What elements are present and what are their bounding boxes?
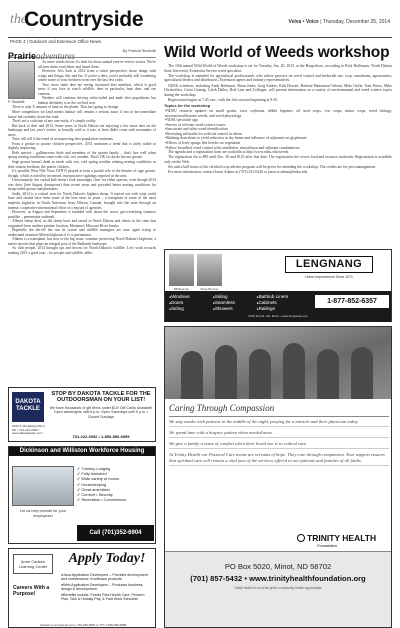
feature-item: ✓ Turnkey Lodging (77, 466, 155, 471)
masthead-date: Thursday, December 25, 2014 (322, 19, 390, 25)
article-paragraph: However, in August and September it tumbled with about the worst, gut-wrenching situation possible – pneumonia outbreak. (8, 210, 156, 219)
weeds-article-body (164, 64, 392, 176)
dakota-tackle-logo: DAKOTA TACKLE (12, 392, 44, 422)
article-paragraph: From a grouse or prairie chicken perspective, 2014 continues a trend that is fairly stable to slightly improving. (8, 141, 156, 151)
careers-contact: Contact us at www.acl.com • 701-252-3850 or TTY 1-800-366-6888 (39, 623, 127, 627)
job-item: ● Benefits include: Family Paid Health Care, Pension Plan, Sick & Holiday Pay, & Paid Work Schedule (61, 593, 153, 602)
trinity-paragraph: At Trinity Health our Pastoral Care teams are servants of hope. They care through compassion. Your support ensures that spiritual care will remain a vital part of the services offered to our patients and families of all faiths. (169, 452, 389, 466)
housing-call-number: Call (701)352-6904 (77, 525, 154, 541)
feature-item: ✓ Wide variety of rooms (77, 476, 155, 481)
feature-item: ✓ Comfort • Security (77, 492, 155, 497)
person-name: Bill Beaman (174, 287, 189, 291)
product-item: ● Cabinets (257, 300, 310, 306)
trinity-logo (297, 533, 389, 548)
chaplain-group-photo (165, 327, 391, 399)
housing-photo (12, 466, 74, 506)
product-item: ● Siding (169, 306, 213, 312)
columnist-photo (8, 61, 35, 99)
article-paragraph: For more information, contact Jason Adams at (701) 231-6226 or jason.w.adams@ndsu.edu. (168, 170, 309, 175)
person-photo (197, 254, 222, 286)
right-column (164, 44, 392, 590)
lengnang-tagline: Home Improvement Since 1971 (305, 275, 353, 279)
dakota-tackle-body: We have thousands of gift items under $10! Gift Cards Available! Open weeknights until 8 p.m. Open Saturdays until 5 p.m. • Closed Sundays (49, 406, 153, 419)
trinity-health-ad (164, 326, 392, 628)
trinity-paragraph: We give a family a sense of comfort when their loved one is in critical care. (169, 441, 389, 449)
lengnang-ad (164, 249, 392, 322)
article-paragraph: Weather will continue driving white-tailed and mule deer populations but habitat definitely is in the cat-bird seat. (38, 96, 156, 105)
column-title-adventures: adventures (36, 51, 76, 61)
dakota-tackle-ad (8, 387, 156, 442)
dakota-tackle-address: 1810 S. Broadway Minot, ND • 701-222-3092 • www.dakotatackle.com (12, 424, 46, 436)
lengnang-logo: LENGNANG (285, 256, 373, 273)
article-paragraph: The 10th annual Wild World of Weeds workshop is set for Tuesday, Jan. 20, 2015, at the Bergerboro, according to Rick Hoffmann, North Dakota State University Extension Service weed specialist. (164, 64, 392, 73)
product-item: ● Showers (213, 306, 257, 312)
topics-list (164, 109, 392, 150)
article-paragraph: Both species – gallinaceous birds and members of the grouse family – don't fare well when spring nesting conditions come with cold, wet weather. That's OK for ducks but not grouse. (8, 150, 156, 160)
workforce-housing-ad (8, 446, 156, 544)
trinity-paragraph: We spend time with a hospice patient when needed most. (169, 430, 389, 438)
article-paragraph: Unfortunately, the crystal ball doesn't look stunningly clear for either species, even though 2014 was drier (late August downpours) than recent years and provided better nesting conditions for sharp-tailed grouse and pheasants. (8, 178, 156, 192)
divider (169, 416, 389, 417)
masthead-title: Countryside (24, 8, 144, 31)
product-item: ● Windows (169, 294, 213, 300)
article-paragraph: There is only X amount of land on the planet. That isn't going to change. (12, 105, 120, 110)
trinity-body (169, 419, 389, 469)
dakota-tackle-headline: STOP BY DAKOTA TACKLE FOR THE OUTDOORSMAN ON YOUR LIST! (51, 391, 151, 404)
article-paragraph: Time will tell if the trend of an improving deer population continues. (12, 137, 114, 142)
feature-item: ✓ Recreation • Convenience (77, 497, 155, 502)
person-silhouette (215, 345, 237, 399)
page-label: PAGE 4 | Outdoors and Extension Office News (10, 39, 102, 44)
newspaper-page (8, 8, 392, 627)
article-paragraph: However, let's look at 2014 from a critter perspective, those things with wings and things, this and fur. If you're a deer, you're probably still wondering where some of your brethren went over the last few years. (38, 69, 156, 83)
article-paragraph: The agenda and a registration form are available at http://www.ndsu.edu/weeds. (168, 150, 290, 155)
trinity-paragraph: We stay awake with patients in the middle of the night, praying for a miracle and their physician today. (169, 419, 389, 427)
job-list (61, 573, 153, 603)
housing-features (77, 466, 155, 502)
careers-ad-logo: Anne Carlsen Learning Center (13, 554, 53, 574)
trinity-po-box: PO Box 5020, Minot, ND 58702 (224, 562, 332, 571)
topic-item: • Effects of leafy spurge flea beetles on vegetation (165, 141, 392, 146)
person-silhouette (351, 347, 373, 399)
article-paragraph: Alberta is a transplant, but now to the big issue, continue preserving North Dakota's bighorns, a native species that plays an integral part of the Badlands landscape. (8, 237, 156, 246)
article-paragraph: As with people, 2014 brought ups and downs for North Dakota's wildlife. Let's work towards making 2015 a good year – for people and wildlife, alike. (8, 246, 156, 255)
article-paragraph: True, more mule deer are seeing increased deer numbers, which is good news if you love to watch wildlife, deer in particular, hunt deer, and see venison. (38, 82, 156, 96)
job-item: ● Web Application Developers – Produces business, design & development (61, 583, 153, 592)
topic-item: • NDSU pesticide app (165, 118, 392, 123)
article-paragraph: Registration begins at 7:45 a.m., with the first session beginning at 8:30. (168, 97, 278, 102)
article-paragraph: Alberta sheep died, as did sheep born and raised in North Dakota and others in the state that originated from another pristine location, Montana's Missouri River breaks. (8, 219, 156, 228)
lengnang-phone: 1-877-852-6357 (315, 295, 389, 308)
article-paragraph: It's possible West Nile Virus (WNV) played at least a partial role in the demise of sage grouse, though, which is noted by increased, incorporative sightings reported in the area. (8, 169, 156, 178)
photo-caption: P. Stockdill (8, 100, 25, 104)
prairie-adventures-header (8, 46, 156, 61)
lengnang-address: 2310 2nd St. SE, Minot • www.lengnang.com (248, 314, 308, 318)
masthead-pub-name: Velva • Voice (288, 19, 319, 25)
careers-with-purpose: Careers With a Purpose! (13, 585, 50, 598)
product-list (169, 294, 309, 313)
article-paragraph: That's not a criticism of any one entity, it's simply reality. (12, 119, 97, 124)
topic-item: • NDSU research updates on small grains, corn, soybeans, edible legumes, oil seed crops, row crops, minor crops, weed biology, noxious/troublesome weeds, and weed physiology (165, 109, 392, 118)
masthead-the: the (10, 12, 28, 27)
caring-through-compassion-headline: Caring Through Compassion (169, 403, 275, 413)
product-item: ● Doors (169, 300, 213, 306)
trinity-logo-foundation: Foundation (317, 543, 338, 548)
article-paragraph: As snow winds down, it's time for those annual year-in-review stories. We've all seen them, read them, and heard them. (38, 60, 156, 69)
lengnang-product-band (165, 291, 391, 322)
apply-today-title: Apply Today! (68, 551, 146, 566)
topic-item: • Relating drawdown to yield reduction in dry beans and influence of adjuvants on glyphosate (165, 136, 392, 141)
person-silhouette (249, 349, 271, 399)
article-paragraph: Six and a half hours of the certified crop adviser program will be given for attending the workshop. The credits are for pest management. (168, 165, 376, 170)
left-column (8, 46, 156, 627)
trinity-logo-name: TRINITY HEALTH (307, 533, 377, 543)
weeds-article-title: Wild World of Weeds workshop (164, 44, 390, 61)
masthead (8, 8, 392, 38)
person-silhouette (181, 351, 203, 399)
article-paragraph: The workshop is intended for agricultural professionals who advise growers on weed control and herbicide use, crop consultants, agronomists, agricultural dealers and distributors, Extension agents and industry representatives. (164, 73, 392, 83)
article-paragraph: The registration fee is $85 until Dec. 30 and $125 after that date. The registration fee covers food and resource materials. Registration is available only on the Web. (164, 155, 392, 165)
article-paragraph: But back to deer and 2014. Some areas in North Dakota are enjoying a few more deer on the landscape and last year's winter, as brutally cold as it was, at least didn't come with mountains of snow. (8, 123, 156, 137)
product-item: ● Seamless (213, 300, 257, 306)
trinity-fine-print: Trinity Health is a not-for-profit, community-health organization (234, 586, 322, 590)
product-item: ● Bathtub Liners (257, 294, 310, 300)
byline: By Patricia Stockdill (122, 49, 156, 53)
job-item: ● Java Application Developers – Provides development and maintenance of software products (61, 573, 153, 582)
article-paragraph: Hopefully the die-off has run its course and wildlife managers are once again trying to understand situation Alberta bighorns it is to pneumonia. (8, 228, 156, 237)
feature-item: ✓ Fully furnished (77, 471, 155, 476)
dakota-tackle-phone: 701-222-3092 • 1-800-890-6995 (72, 434, 130, 439)
prairie-article-body (8, 60, 156, 380)
careers-ad (8, 548, 156, 628)
article-paragraph: Sadly, 2014 is a critical year for North Dakota's bighorn sheep. It started out with what could have and should have been some of the best news in years – a transplant of some of the most majestic bighorns in North American from Alberta, Canada, brought into the state through an intense, cooperative international effort of a myriad of agencies. (8, 191, 156, 210)
article-paragraph: More competition for land means habitat will remain a serious issue, if not in the immediate future but certainly down the road. (8, 110, 156, 119)
topic-item: • Inaccurate and other weed identification (165, 127, 392, 132)
topic-item: • Fallow broadleaf weed control with saturflufen, rimsulfuron and adjuvant combinations (165, 146, 392, 151)
person-name: Steve Brenner (200, 287, 219, 291)
topics-heading: Topics for the workshop (164, 102, 211, 108)
person-silhouette (283, 343, 305, 399)
person-silhouette (317, 349, 339, 399)
workforce-housing-headline: Dickinson and Williston Workforce Housing (9, 447, 155, 456)
trinity-phone-web: (701) 857-5432 • www.trinityhealthfoundation.org (190, 574, 366, 583)
housing-footer: Let us help provide for your employees! (19, 509, 66, 518)
topic-item: • Survey of relevant weed science issues (165, 123, 392, 128)
article-paragraph: Sage grouse haven't dealt as much with wet, cold spring weather relating nesting conditions as their eastern brethren, the prairie chicken. (8, 160, 156, 169)
product-item: ● Railings (257, 306, 310, 312)
column-title-prairie: Prairie (8, 51, 37, 61)
topic-item: • Revisiting trifluralin for wild oat control in wheat (165, 132, 392, 137)
product-item: ● Siding (213, 294, 257, 300)
person-photo (169, 254, 194, 286)
trinity-mark-icon (297, 534, 305, 542)
trinity-contact-box (165, 551, 391, 627)
feature-item: ✓ Great amenities! (77, 487, 155, 492)
feature-item: ✓ Housekeeping (77, 482, 155, 487)
masthead-publication: Velva • Voice | Thursday, December 25, 2014 (288, 19, 390, 25)
article-paragraph: NDSU scientists, including Andy Robinson, Brian Jenks, Greg Endres, Kirk Howatt, Harlene Hatterman-Valenti, Mike Ostlie, Tom Peters, Mike Christoffers, Greta Gramig, Caleb Dalley, Rod Lym and Zollinger, will present information on a variety of environmental and weed science topics during the workshop. (164, 83, 392, 97)
